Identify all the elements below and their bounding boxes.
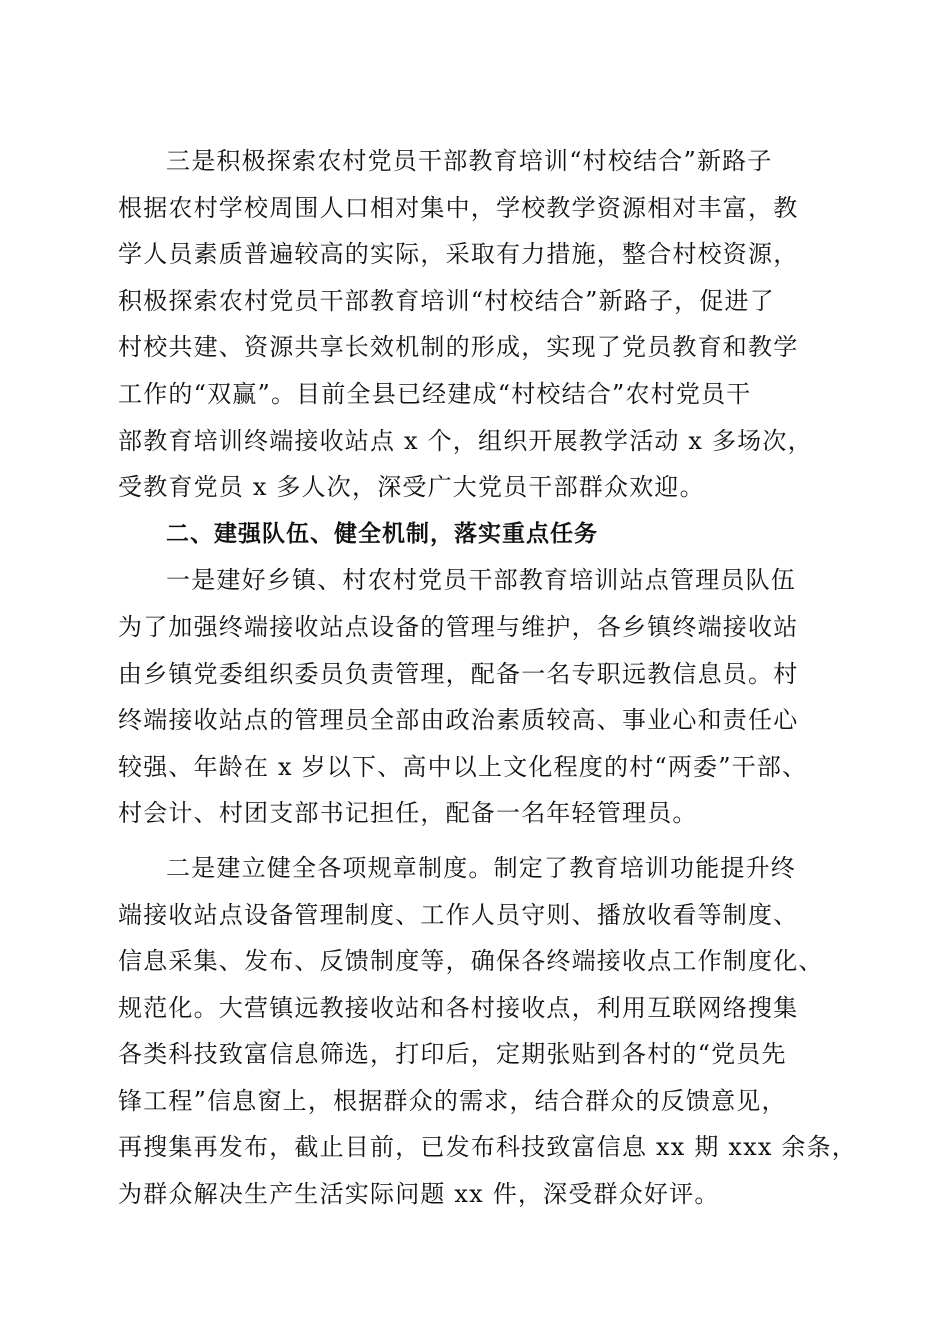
paragraph-line: 受教育党员 x 多人次，深受广大党员干部群众欢迎。 — [118, 473, 705, 502]
paragraph-regulations — [118, 845, 857, 1218]
paragraph-line: 为了加强终端接收站点设备的管理与维护，各乡镇终端接收站 — [118, 612, 799, 641]
paragraph-line: 锋工程”信息窗上，根据群众的需求，结合群众的反馈意见， — [118, 1086, 787, 1115]
paragraph-line: 学人员素质普遍较高的实际，采取有力措施，整合村校资源， — [118, 240, 799, 269]
paragraph-line: 村会计、村团支部书记担任，配备一名年轻管理员。 — [118, 799, 698, 828]
section-heading: 二、建强队伍、健全机制，落实重点任务 — [166, 520, 598, 547]
paragraph-line: 村校共建、资源共享长效机制的形成，实现了党员教育和教学 — [118, 333, 799, 362]
paragraph-line: 部教育培训终端接收站点 x 个，组织开展教学活动 x 多场次， — [118, 426, 813, 455]
document-body — [118, 138, 857, 1218]
paragraph-line: 一是建好乡镇、村农村党员干部教育培训站点管理员队伍 — [166, 566, 796, 595]
paragraph-line: 规范化。大营镇远教接收站和各村接收点，利用互联网络搜集 — [118, 993, 799, 1022]
paragraph-line: 端接收站点设备管理制度、工作人员守则、播放收看等制度、 — [118, 900, 799, 929]
paragraph-line: 根据农村学校周围人口相对集中，学校教学资源相对丰富，教 — [118, 193, 799, 222]
paragraph-administrator-team — [118, 557, 838, 837]
paragraph-line: 终端接收站点的管理员全部由政治素质较高、事业心和责任心 — [118, 706, 799, 735]
paragraph-line: 较强、年龄在 x 岁以下、高中以上文化程度的村“两委”干部、 — [118, 752, 808, 781]
paragraph-line: 信息采集、发布、反馈制度等，确保各终端接收点工作制度化、 — [118, 947, 824, 976]
paragraph-line: 工作的“双赢”。目前全县已经建成“村校结合”农村党员干 — [118, 379, 752, 408]
paragraph-spacer — [118, 837, 838, 845]
paragraph-line: 二是建立健全各项规章制度。制定了教育培训功能提升终 — [166, 853, 796, 882]
paragraph-line: 由乡镇党委组织委员负责管理，配备一名专职远教信息员。村 — [118, 659, 799, 688]
paragraph-line: 为群众解决生产生活实际问题 xx 件，深受群众好评。 — [118, 1180, 720, 1209]
paragraph-line: 积极探索农村党员干部教育培训“村校结合”新路子，促进了 — [118, 286, 775, 315]
paragraph-line: 各类科技致富信息筛选，打印后，定期张贴到各村的“党员先 — [118, 1040, 787, 1069]
paragraph-village-school — [118, 138, 838, 511]
paragraph-line: 再搜集再发布，截止目前，已发布科技致富信息 xx 期 xxx 余条， — [118, 1133, 857, 1162]
paragraph-line: 三是积极探索农村党员干部教育培训“村校结合”新路子 — [166, 147, 773, 175]
